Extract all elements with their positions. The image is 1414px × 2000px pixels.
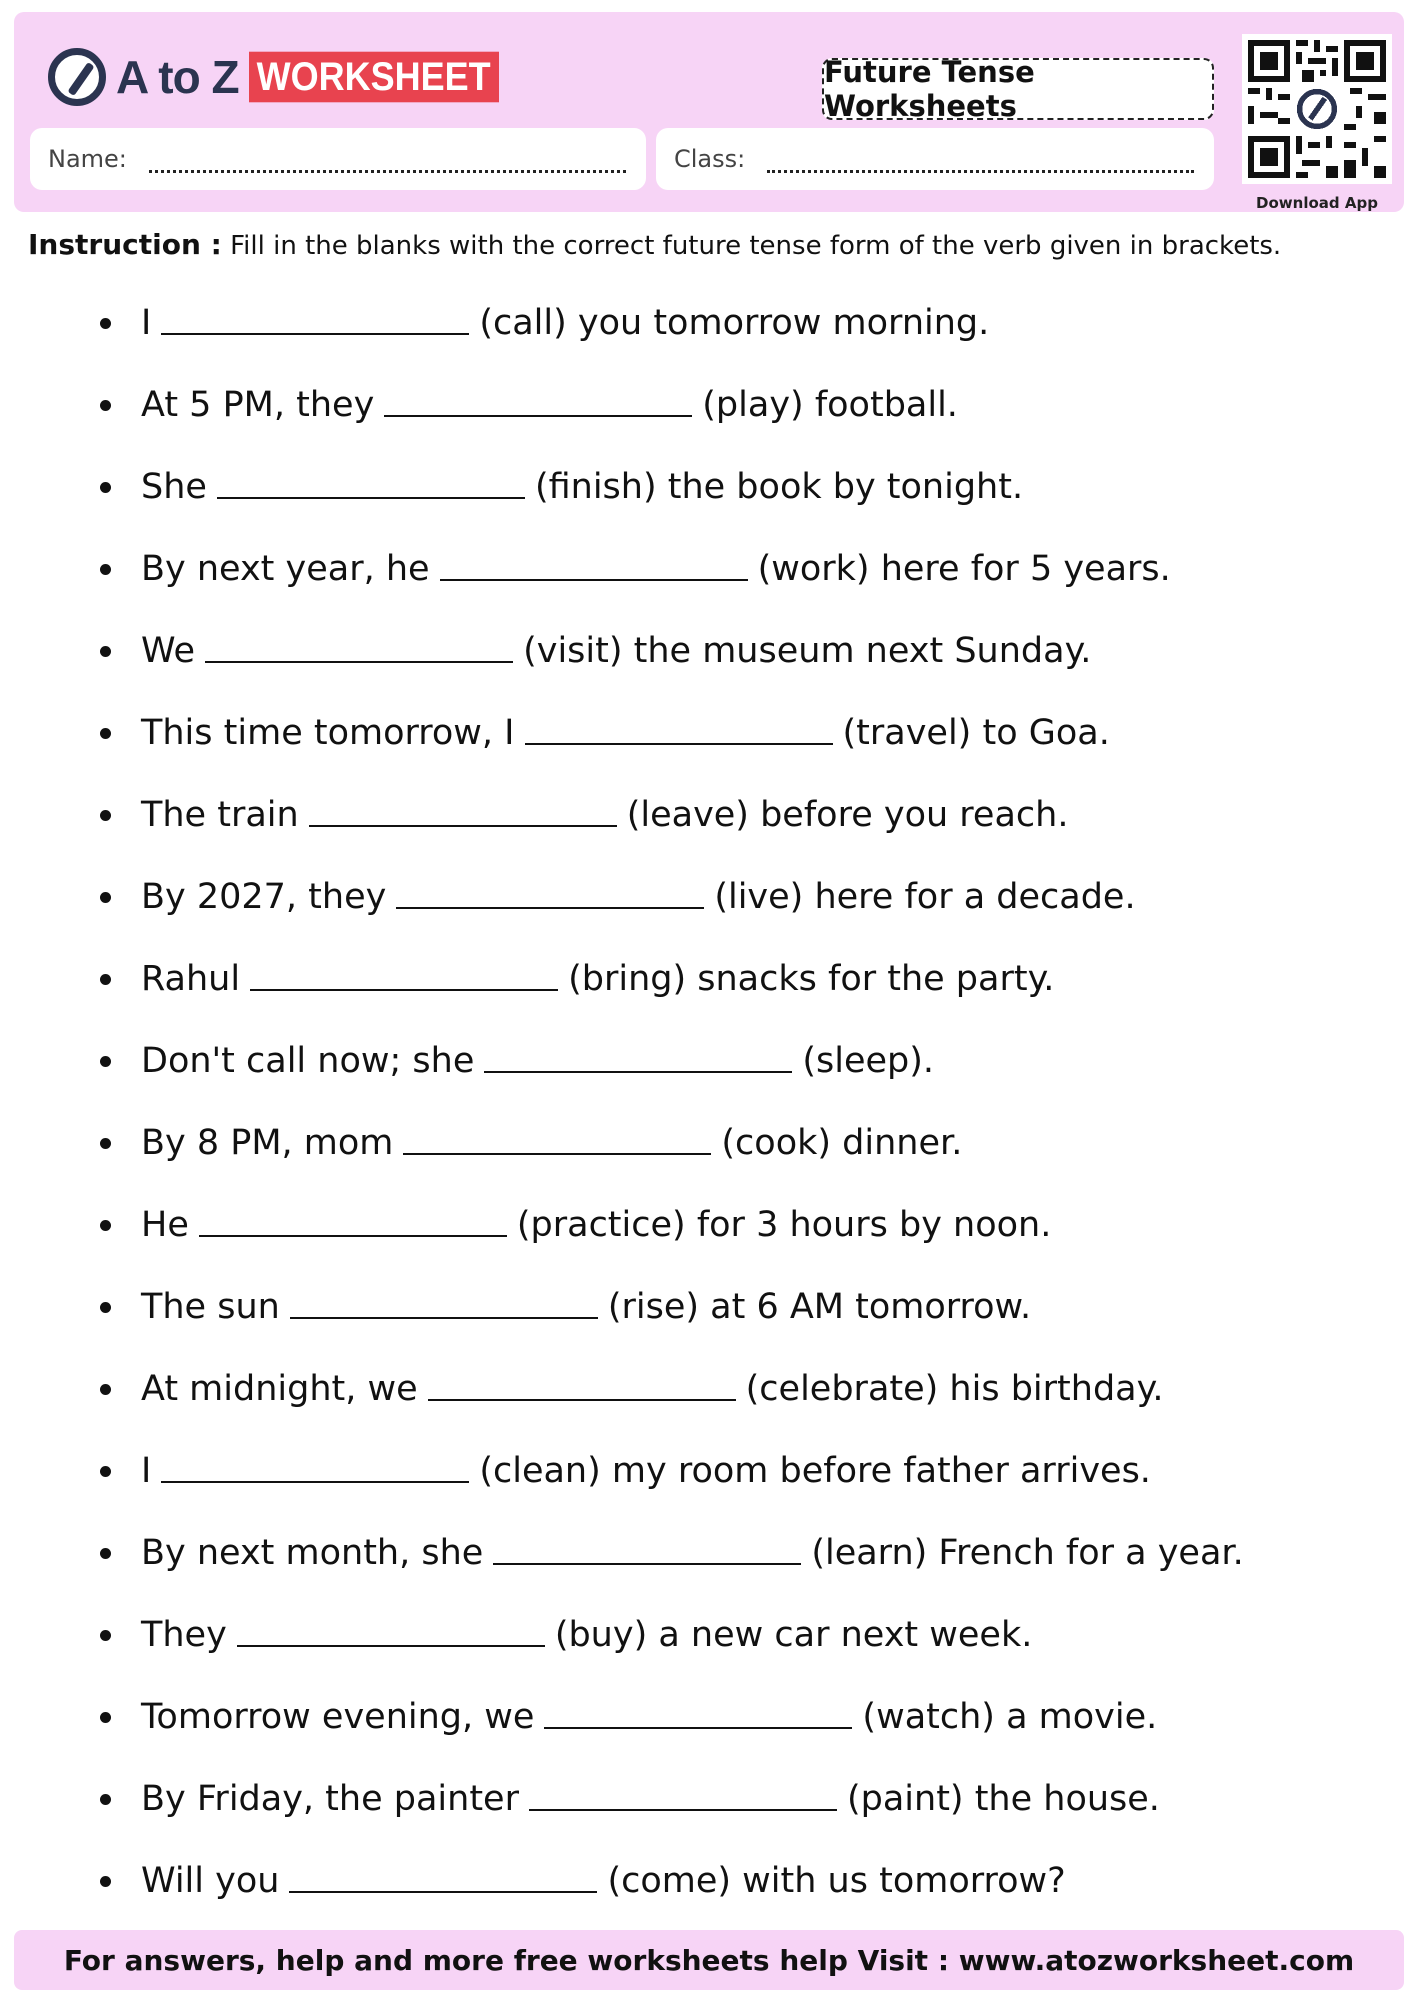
answer-blank[interactable] <box>161 311 469 335</box>
question-list <box>100 282 1244 1922</box>
question-item <box>100 610 1244 692</box>
answer-blank[interactable] <box>217 475 525 499</box>
question-text-after: (learn) French for a year. <box>811 1533 1244 1573</box>
question-text-before: At midnight, we <box>141 1369 418 1409</box>
question-text-after: (paint) the house. <box>846 1779 1160 1819</box>
question-text-after: (clean) my room before father arrives. <box>479 1451 1151 1491</box>
answer-blank[interactable] <box>250 967 558 991</box>
bullet-icon <box>100 1794 111 1805</box>
bullet-icon <box>100 1302 111 1313</box>
question-item <box>100 692 1244 774</box>
atoz-logo[interactable] <box>48 42 499 112</box>
question-text-after: (travel) to Goa. <box>842 713 1110 753</box>
bullet-icon <box>100 400 111 411</box>
answer-blank[interactable] <box>384 393 692 417</box>
bullet-icon <box>100 646 111 657</box>
question-text-after: (play) football. <box>702 385 958 425</box>
qr-code-icon[interactable] <box>1242 34 1392 184</box>
bullet-icon <box>100 728 111 739</box>
question-text-before: Rahul <box>141 959 241 999</box>
bullet-icon <box>100 1138 111 1149</box>
question-text-after: (come) with us tomorrow? <box>607 1861 1066 1901</box>
answer-blank[interactable] <box>529 1787 837 1811</box>
logo-text: A to Z <box>116 51 239 103</box>
name-label: Name: <box>48 145 127 173</box>
question-text-after: (finish) the book by tonight. <box>534 467 1024 507</box>
class-field[interactable] <box>656 128 1214 190</box>
question-text-after: (leave) before you reach. <box>626 795 1069 835</box>
class-dotted-line <box>767 160 1194 173</box>
answer-blank[interactable] <box>205 639 513 663</box>
bullet-icon <box>100 892 111 903</box>
question-text-after: (watch) a movie. <box>862 1697 1158 1737</box>
question-text-before: We <box>141 631 196 671</box>
question-item <box>100 856 1244 938</box>
question-text-after: (work) here for 5 years. <box>757 549 1171 589</box>
question-text-before: They <box>141 1615 227 1655</box>
question-text-before: By 8 PM, mom <box>141 1123 394 1163</box>
answer-blank[interactable] <box>290 1295 598 1319</box>
answer-blank[interactable] <box>396 885 704 909</box>
question-item <box>100 1020 1244 1102</box>
question-text-after: (cook) dinner. <box>721 1123 963 1163</box>
question-item <box>100 446 1244 528</box>
question-item <box>100 1102 1244 1184</box>
bullet-icon <box>100 1876 111 1887</box>
question-text-before: I <box>141 303 152 343</box>
bullet-icon <box>100 1220 111 1231</box>
question-text-before: Tomorrow evening, we <box>141 1697 535 1737</box>
bullet-icon <box>100 1712 111 1723</box>
name-field[interactable] <box>30 128 646 190</box>
question-item <box>100 1676 1244 1758</box>
answer-blank[interactable] <box>493 1541 801 1565</box>
question-text-before: By next month, she <box>141 1533 484 1573</box>
question-item <box>100 938 1244 1020</box>
bullet-icon <box>100 810 111 821</box>
answer-blank[interactable] <box>403 1131 711 1155</box>
bullet-icon <box>100 1466 111 1477</box>
bullet-icon <box>100 318 111 329</box>
answer-blank[interactable] <box>484 1049 792 1073</box>
question-text-after: (practice) for 3 hours by noon. <box>516 1205 1052 1245</box>
download-app-label[interactable]: Download App <box>1256 194 1378 212</box>
instruction-text: Fill in the blanks with the correct future tense form of the verb given in brackets. <box>230 231 1282 261</box>
question-text-before: He <box>141 1205 189 1245</box>
answer-blank[interactable] <box>544 1705 852 1729</box>
question-text-before: Don't call now; she <box>141 1041 475 1081</box>
question-item <box>100 1512 1244 1594</box>
question-text-before: I <box>141 1451 152 1491</box>
question-text-before: She <box>141 467 207 507</box>
question-item <box>100 1840 1244 1922</box>
instruction <box>28 228 1281 261</box>
bullet-icon <box>100 1630 111 1641</box>
question-item <box>100 364 1244 446</box>
question-item <box>100 1348 1244 1430</box>
worksheet-title: Future Tense Worksheets <box>822 58 1214 120</box>
answer-blank[interactable] <box>199 1213 507 1237</box>
answer-blank[interactable] <box>237 1623 545 1647</box>
bullet-icon <box>100 564 111 575</box>
question-text-after: (rise) at 6 AM tomorrow. <box>607 1287 1032 1327</box>
question-item <box>100 1266 1244 1348</box>
answer-blank[interactable] <box>525 721 833 745</box>
question-text-before: Will you <box>141 1861 280 1901</box>
logo-tag: WORKSHEET <box>249 52 499 103</box>
answer-blank[interactable] <box>428 1377 736 1401</box>
worksheet-header <box>14 12 1404 212</box>
question-text-after: (bring) snacks for the party. <box>568 959 1055 999</box>
question-text-after: (celebrate) his birthday. <box>745 1369 1164 1409</box>
answer-blank[interactable] <box>440 557 748 581</box>
question-text-before: By Friday, the painter <box>141 1779 519 1819</box>
question-text-before: The train <box>141 795 299 835</box>
footer-banner[interactable]: For answers, help and more free worksheets help Visit : www.atozworksheet.com <box>14 1930 1404 1990</box>
question-text-after: (live) here for a decade. <box>714 877 1136 917</box>
answer-blank[interactable] <box>161 1459 469 1483</box>
bullet-icon <box>100 1056 111 1067</box>
question-text-after: (buy) a new car next week. <box>554 1615 1033 1655</box>
question-text-before: At 5 PM, they <box>141 385 375 425</box>
question-item <box>100 774 1244 856</box>
question-item <box>100 282 1244 364</box>
question-item <box>100 1594 1244 1676</box>
answer-blank[interactable] <box>289 1869 597 1893</box>
bullet-icon <box>100 1548 111 1559</box>
bullet-icon <box>100 482 111 493</box>
question-text-after: (sleep). <box>802 1041 935 1081</box>
logo-pen-icon <box>48 48 106 106</box>
question-text-before: By next year, he <box>141 549 430 589</box>
question-item <box>100 1430 1244 1512</box>
question-text-after: (visit) the museum next Sunday. <box>523 631 1092 671</box>
question-text-before: By 2027, they <box>141 877 387 917</box>
bullet-icon <box>100 1384 111 1395</box>
question-item <box>100 528 1244 610</box>
question-item <box>100 1758 1244 1840</box>
question-item <box>100 1184 1244 1266</box>
question-text-before: The sun <box>141 1287 280 1327</box>
name-dotted-line <box>149 160 626 173</box>
question-text-before: This time tomorrow, I <box>141 713 515 753</box>
answer-blank[interactable] <box>309 803 617 827</box>
class-label: Class: <box>674 145 746 173</box>
question-text-after: (call) you tomorrow morning. <box>479 303 990 343</box>
instruction-label: Instruction : <box>28 228 222 261</box>
bullet-icon <box>100 974 111 985</box>
